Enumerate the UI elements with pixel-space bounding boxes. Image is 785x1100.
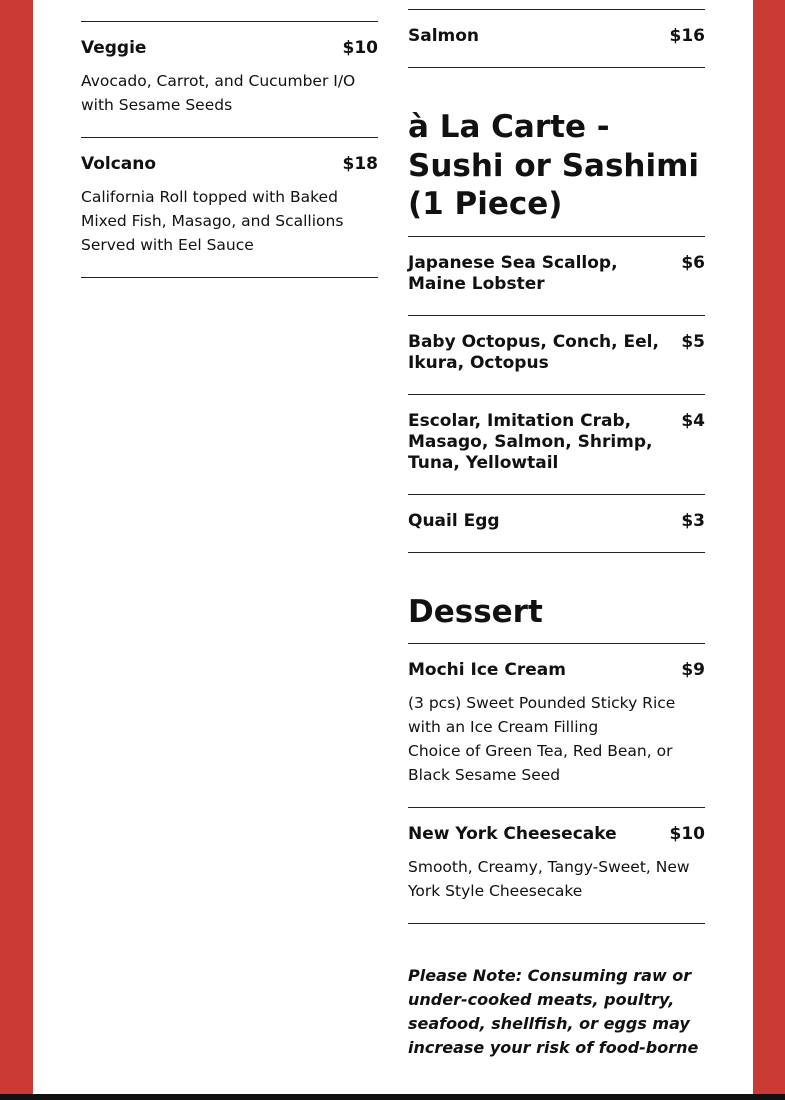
- item-name: Volcano: [81, 154, 157, 174]
- menu-item-mochi-ice-cream: [408, 644, 705, 808]
- item-name: Salmon: [408, 26, 480, 46]
- item-name: Quail Egg: [408, 510, 500, 531]
- section-title-dessert: Dessert: [408, 553, 705, 645]
- menu-left-column: [81, 21, 378, 278]
- item-name: Mochi Ice Cream: [408, 660, 566, 680]
- item-name: Escolar, Imitation Crab, Masago, Salmon, Shrimp, Tuna, Yellowtail: [408, 410, 653, 473]
- menu-right-column: [408, 9, 705, 1060]
- item-price: $10: [342, 38, 378, 58]
- menu-item-escolar-tuna: [408, 395, 705, 495]
- item-price: $10: [669, 824, 705, 844]
- menu-item-quail-egg: [408, 495, 705, 553]
- menu-item-octopus-eel: [408, 316, 705, 395]
- item-name: Japanese Sea Scallop, Maine Lobster: [408, 252, 618, 294]
- item-name: New York Cheesecake: [408, 824, 617, 844]
- item-price: $9: [681, 660, 705, 680]
- item-price: $4: [681, 410, 705, 431]
- item-name: Baby Octopus, Conch, Eel, Ikura, Octopus: [408, 331, 659, 373]
- item-price: $18: [342, 154, 378, 174]
- bottom-edge-bar: [0, 1094, 785, 1100]
- item-price: $6: [681, 252, 705, 273]
- menu-item-cheesecake: [408, 808, 705, 924]
- item-description: Avocado, Carrot, and Cucumber I/O with Sesame Seeds: [81, 72, 356, 114]
- item-price: $16: [669, 26, 705, 46]
- menu-item-volcano: [81, 138, 378, 278]
- item-name: Veggie: [81, 38, 147, 58]
- food-safety-note: Please Note: Consuming raw or under-cooked meats, poultry, seafood, shellfish, or eggs may increase your risk of food-borne: [408, 966, 699, 1057]
- item-description: California Roll topped with Baked Mixed Fish, Masago, and Scallions Served with Eel Sauce: [81, 188, 344, 254]
- item-description: (3 pcs) Sweet Pounded Sticky Rice with an Ice Cream Filling Choice of Green Tea, Red Bean, or Black Sesame Seed: [408, 694, 676, 784]
- section-title-a-la-carte: à La Carte - Sushi or Sashimi (1 Piece): [408, 68, 705, 237]
- menu-item-scallop-lobster: [408, 237, 705, 316]
- item-price: $3: [681, 510, 705, 531]
- menu-item-salmon: [408, 10, 705, 68]
- menu-item-veggie: [81, 22, 378, 138]
- item-price: $5: [681, 331, 705, 352]
- item-description: Smooth, Creamy, Tangy-Sweet, New York Style Cheesecake: [408, 858, 690, 900]
